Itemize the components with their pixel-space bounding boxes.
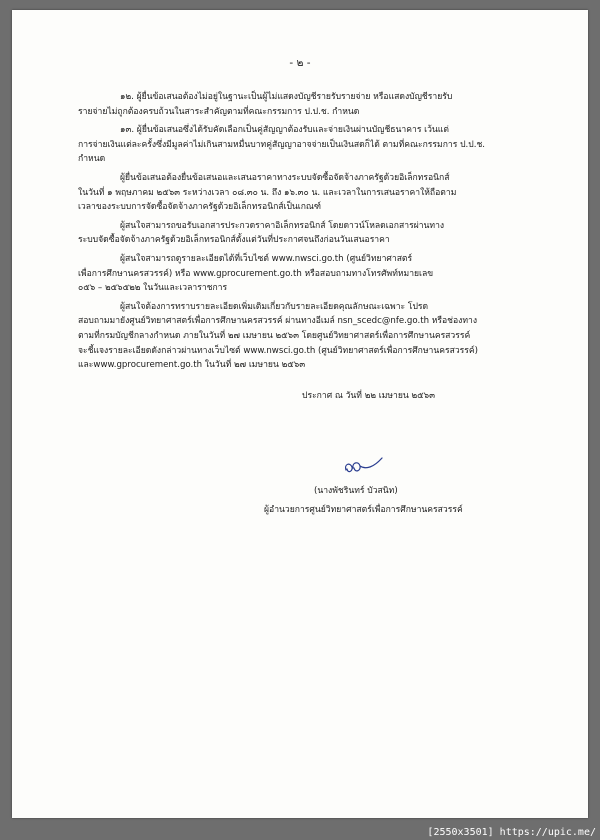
text-line: สอบถามมายังศูนย์วิทยาศาสตร์เพื่อการศึกษานครสวรรค์ ผ่านทางอีเมล์ nsn_scedc@nfe.go.th หรือช่องทาง: [78, 316, 478, 327]
text-line: เพื่อการศึกษานครสวรรค์) หรือ www.gprocurement.go.th หรือสอบถามทางโทรศัพท์หมายเลข: [78, 268, 434, 279]
text-line: กำหนด: [78, 154, 106, 165]
signatory-title: ผู้อำนวยการศูนย์วิทยาศาสตร์เพื่อการศึกษานครสวรรค์: [264, 505, 463, 515]
text-line: การจ่ายเงินแต่ละครั้งซึ่งมีมูลค่าไม่เกินสามหมื่นบาทคู่สัญญาอาจจ่ายเป็นเงินสดก็ได้ ตามที่คณะกรรมการ ป.ป.ช.: [78, 139, 486, 150]
text-line: ๑๒. ผู้ยื่นข้อเสนอต้องไม่อยู่ในฐานะเป็นผู้ไม่แสดงบัญชีรายรับรายจ่าย หรือแสดงบัญชีรายรับ: [120, 92, 453, 102]
text-line: และwww.gprocurement.go.th ในวันที่ ๒๗ เมษายน ๒๕๖๓: [78, 360, 306, 371]
paragraph-12: [78, 90, 530, 119]
text-line: เวลาของระบบการจัดซื้อจัดจ้างภาครัฐด้วยอิเล็กทรอนิกส์เป็นเกณฑ์: [78, 202, 322, 213]
text-line: จะชี้แจงรายละเอียดดังกล่าวผ่านทางเว็บไซต์ www.nwsci.go.th (ศูนย์วิทยาศาสตร์เพื่อการศึกษานครสวรรค์): [78, 345, 478, 356]
paragraph-contact-website: [78, 252, 530, 296]
text-line: ผู้สนใจต้องการทราบรายละเอียดเพิ่มเติมเกี่ยวกับรายละเอียดคุณลักษณะเฉพาะ โปรด: [120, 301, 429, 312]
announcement-date: ประกาศ ณ วันที่ ๒๒ เมษายน ๒๕๖๓: [302, 391, 435, 401]
text-line: ๐๕๖ – ๒๕๖๕๒๒ ในวันและเวลาราชการ: [78, 283, 228, 294]
text-line: ระบบจัดซื้อจัดจ้างภาครัฐด้วยอิเล็กทรอนิกส์ตั้งแต่วันที่ประกาศจนถึงก่อนวันเสนอราคา: [78, 235, 390, 246]
paragraph-more-info: [78, 300, 530, 373]
paragraph-13: [78, 123, 530, 167]
text-line: ตามที่กรมบัญชีกลางกำหนด ภายในวันที่ ๒๗ เมษายน ๒๕๖๓ โดยศูนย์วิทยาศาสตร์เพื่อการศึกษานครสวรรค์: [78, 330, 471, 341]
footer-watermark: [2550x3501] https://upic.me/: [427, 827, 596, 838]
page-number: - ๒ -: [289, 57, 311, 69]
text-line: ในวันที่ ๑ พฤษภาคม ๒๕๖๓ ระหว่างเวลา ๐๘.๓๐ น. ถึง ๑๖.๓๐ น. และเวลาในการเสนอราคาให้ถือตาม: [78, 187, 457, 198]
text-line: ๑๓. ผู้ยื่นข้อเสนอซึ่งได้รับคัดเลือกเป็นคู่สัญญาต้องรับและจ่ายเงินผ่านบัญชีธนาคาร เว้นแต่: [120, 125, 449, 136]
signatory-name: (นางพัชรินทร์ บัวสนิท): [314, 486, 398, 496]
handwritten-signature: [342, 454, 386, 480]
paragraph-document-download: [78, 219, 530, 248]
paragraph-bid-submission: [78, 171, 530, 215]
document-body: [78, 90, 530, 377]
document-page: [12, 10, 588, 818]
text-line: ผู้สนใจสามารถขอรับเอกสารประกวดราคาอิเล็กทรอนิกส์ โดยดาวน์โหลดเอกสารผ่านทาง: [120, 220, 445, 231]
text-line: ผู้สนใจสามารถดูรายละเอียดได้ที่เว็บไซต์ www.nwsci.go.th (ศูนย์วิทยาศาสตร์: [120, 253, 413, 264]
text-line: รายจ่ายไม่ถูกต้องครบถ้วนในสาระสำคัญตามที่คณะกรรมการ ป.ป.ช. กำหนด: [78, 106, 360, 117]
text-line: ผู้ยื่นข้อเสนอต้องยื่นข้อเสนอและเสนอราคาทางระบบจัดซื้อจัดจ้างภาครัฐด้วยอิเล็กทรอนิกส์: [120, 172, 450, 183]
